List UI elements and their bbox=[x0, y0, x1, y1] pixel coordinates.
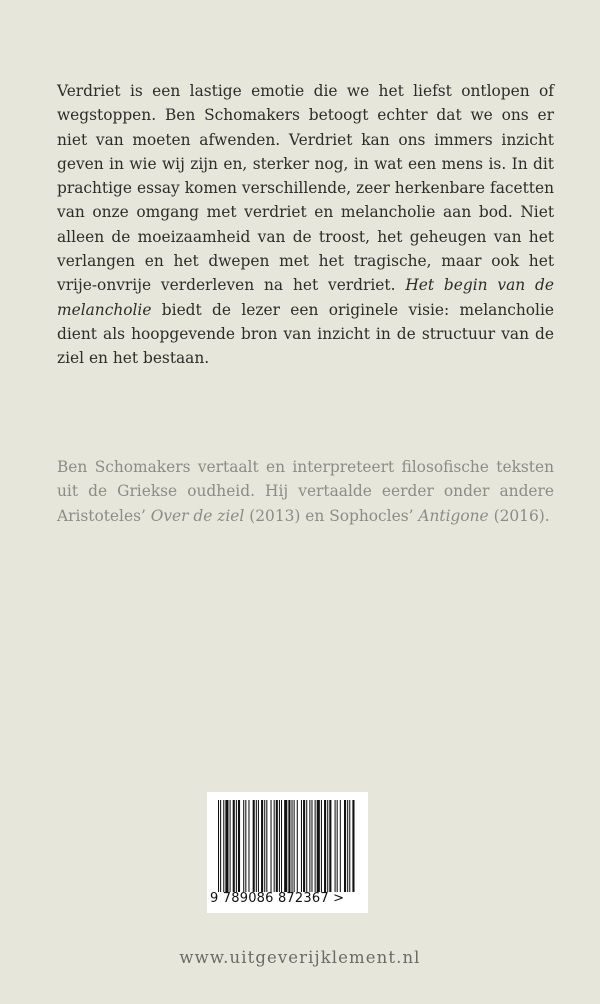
barcode-bar bbox=[256, 800, 257, 892]
barcode-bar bbox=[329, 800, 331, 892]
barcode-bar bbox=[223, 800, 224, 892]
barcode-bar bbox=[276, 800, 278, 892]
barcode-bar bbox=[225, 800, 228, 892]
barcode-bar bbox=[258, 800, 259, 892]
barcode-digits: 9 789086 872367 > bbox=[210, 891, 345, 906]
blurb-paragraph bbox=[57, 79, 554, 371]
bio-text-1: Ben Schomakers vertaalt en interpreteert filosofische teksten uit de Griekse oudheid. Hij vertaalde eerder onder andere Aristoteles’ bbox=[57, 458, 554, 525]
barcode-bar bbox=[317, 800, 320, 892]
bio-text-2: (2013) en Sophocles’ bbox=[244, 506, 419, 525]
barcode-bar bbox=[230, 800, 231, 892]
barcode-bar bbox=[288, 800, 290, 892]
barcode-bar bbox=[253, 800, 255, 892]
barcode-bar bbox=[261, 800, 263, 892]
barcode-bar bbox=[352, 800, 354, 892]
barcode-bar bbox=[321, 800, 322, 892]
barcode-bar bbox=[344, 800, 346, 892]
barcode-bar bbox=[274, 800, 275, 892]
book-title: Het begin van de melancholie bbox=[57, 276, 554, 319]
barcode-bar bbox=[238, 800, 240, 892]
barcode-bar bbox=[220, 800, 221, 892]
barcode-bar bbox=[337, 800, 338, 892]
barcode-bar bbox=[309, 800, 310, 892]
barcode-bar bbox=[335, 800, 336, 892]
barcode-bar bbox=[340, 800, 341, 892]
barcode-bar bbox=[281, 800, 282, 892]
barcode-bar bbox=[303, 800, 305, 892]
barcode-bar bbox=[327, 800, 328, 892]
barcode-bar bbox=[271, 800, 272, 892]
barcode-bar bbox=[292, 800, 293, 892]
isbn-barcode bbox=[207, 792, 368, 913]
barcode-bar bbox=[301, 800, 302, 892]
barcode-bar bbox=[248, 800, 249, 892]
barcode-bar bbox=[266, 800, 267, 892]
barcode-bar bbox=[297, 800, 298, 892]
barcode-bar bbox=[245, 800, 246, 892]
barcode-bar bbox=[311, 800, 312, 892]
barcode-bar bbox=[233, 800, 235, 892]
bio-title-antigone: Antigone bbox=[418, 506, 489, 525]
barcode-bar bbox=[236, 800, 237, 892]
barcode-bar bbox=[218, 800, 219, 892]
barcode-bar bbox=[306, 800, 307, 892]
barcode-bar bbox=[264, 800, 265, 892]
publisher-website[interactable]: www.uitgeverijklement.nl bbox=[179, 948, 421, 967]
bio-text-3: (2016). bbox=[488, 506, 550, 525]
blurb-text-1: Verdriet is een lastige emotie die we het liefst ontlopen of wegstoppen. Ben Schomakers betoogt echter dat we ons er niet van moeten afwenden. Verdriet kan ons immers inzicht geven in wie wij zijn en, sterker nog, in wat een mens is. In dit prachtige essay komen verschillende, zeer herkenbare facetten van onze omgang met verdriet en melancholie aan bod. Niet alleen de moeizaamheid van de troost, het geheugen van het verlangen en het dwepen met het tragische, maar ook het vrije-onvrije verderleven na het verdriet. bbox=[57, 82, 554, 295]
barcode-bars bbox=[218, 800, 357, 892]
barcode-bar bbox=[243, 800, 244, 892]
barcode-bar bbox=[324, 800, 326, 892]
author-bio bbox=[57, 455, 554, 528]
barcode-bar bbox=[294, 800, 295, 892]
barcode-bar bbox=[347, 800, 348, 892]
barcode-bar bbox=[279, 800, 280, 892]
bio-title-over-de-ziel: Over de ziel bbox=[150, 506, 245, 525]
barcode-bar bbox=[284, 800, 287, 892]
barcode-bar bbox=[349, 800, 350, 892]
blurb-text-2: biedt de lezer een originele visie: melancholie dient als hoopgevende bron van inzicht in de structuur van de ziel en het bestaan. bbox=[57, 300, 554, 368]
barcode-bar bbox=[315, 800, 316, 892]
